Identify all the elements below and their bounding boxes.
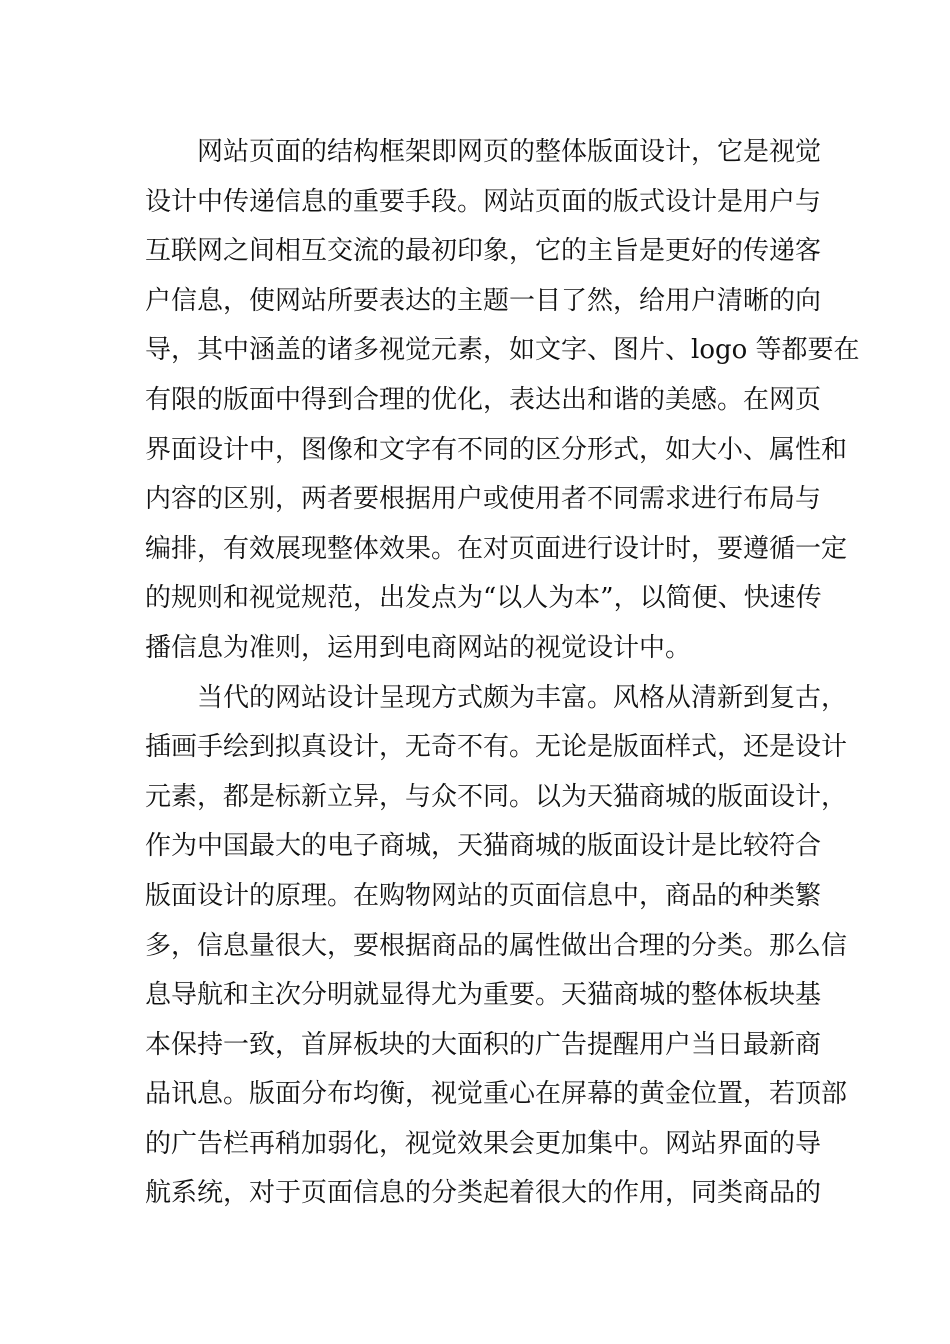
- text-line: 网站页面的结构框架即网页的整体版面设计，它是视觉: [197, 137, 822, 167]
- text-line: 品讯息。版面分布均衡，视觉重心在屏幕的黄金位置，若顶部: [145, 1079, 848, 1110]
- body-text: [145, 128, 860, 1219]
- text-line: 互联网之间相互交流的最初印象，它的主旨是更好的传递客: [145, 236, 822, 267]
- text-line: 多，信息量很大，要根据商品的属性做出合理的分类。那么信: [145, 930, 848, 961]
- text-line: 户信息，使网站所要表达的主题一目了然，给用户清晰的向: [145, 285, 822, 316]
- text-line: 的规则和视觉规范，出发点为“以人为本”，以简便、快速传: [145, 583, 822, 614]
- paragraph-2: [145, 674, 848, 1220]
- text-line: 有限的版面中得到合理的优化，表达出和谐的美感。在网页: [145, 384, 822, 415]
- text-line: 息导航和主次分明就显得尤为重要。天猫商城的整体板块基: [145, 980, 822, 1011]
- text-line: 元素，都是标新立异，与众不同。以为天猫商城的版面设计，: [145, 781, 848, 812]
- text-line: 编排，有效展现整体效果。在对页面进行设计时，要遵循一定: [145, 533, 848, 564]
- text-line: 航系统，对于页面信息的分类起着很大的作用，同类商品的: [145, 1178, 822, 1209]
- paragraph-1: [145, 128, 860, 674]
- text-line: 播信息为准则，运用到电商网站的视觉设计中。: [145, 632, 692, 663]
- text-line: 界面设计中，图像和文字有不同的区分形式，如大小、属性和: [145, 434, 848, 465]
- text-line: 导，其中涵盖的诸多视觉元素，如文字、图片、logo 等都要在: [145, 335, 860, 366]
- text-line: 作为中国最大的电子商城，天猫商城的版面设计是比较符合: [145, 831, 822, 862]
- text-line: 当代的网站设计呈现方式颇为丰富。风格从清新到复古，: [197, 682, 848, 713]
- text-line: 本保持一致，首屏板块的大面积的广告提醒用户当日最新商: [145, 1029, 822, 1060]
- text-line: 插画手绘到拟真设计，无奇不有。无论是版面样式，还是设计: [145, 732, 848, 763]
- text-line: 设计中传递信息的重要手段。网站页面的版式设计是用户与: [145, 186, 822, 217]
- text-line: 内容的区别，两者要根据用户或使用者不同需求进行布局与: [145, 484, 822, 515]
- text-line: 版面设计的原理。在购物网站的页面信息中，商品的种类繁: [145, 880, 822, 911]
- text-line: 的广告栏再稍加弱化，视觉效果会更加集中。网站界面的导: [145, 1128, 822, 1159]
